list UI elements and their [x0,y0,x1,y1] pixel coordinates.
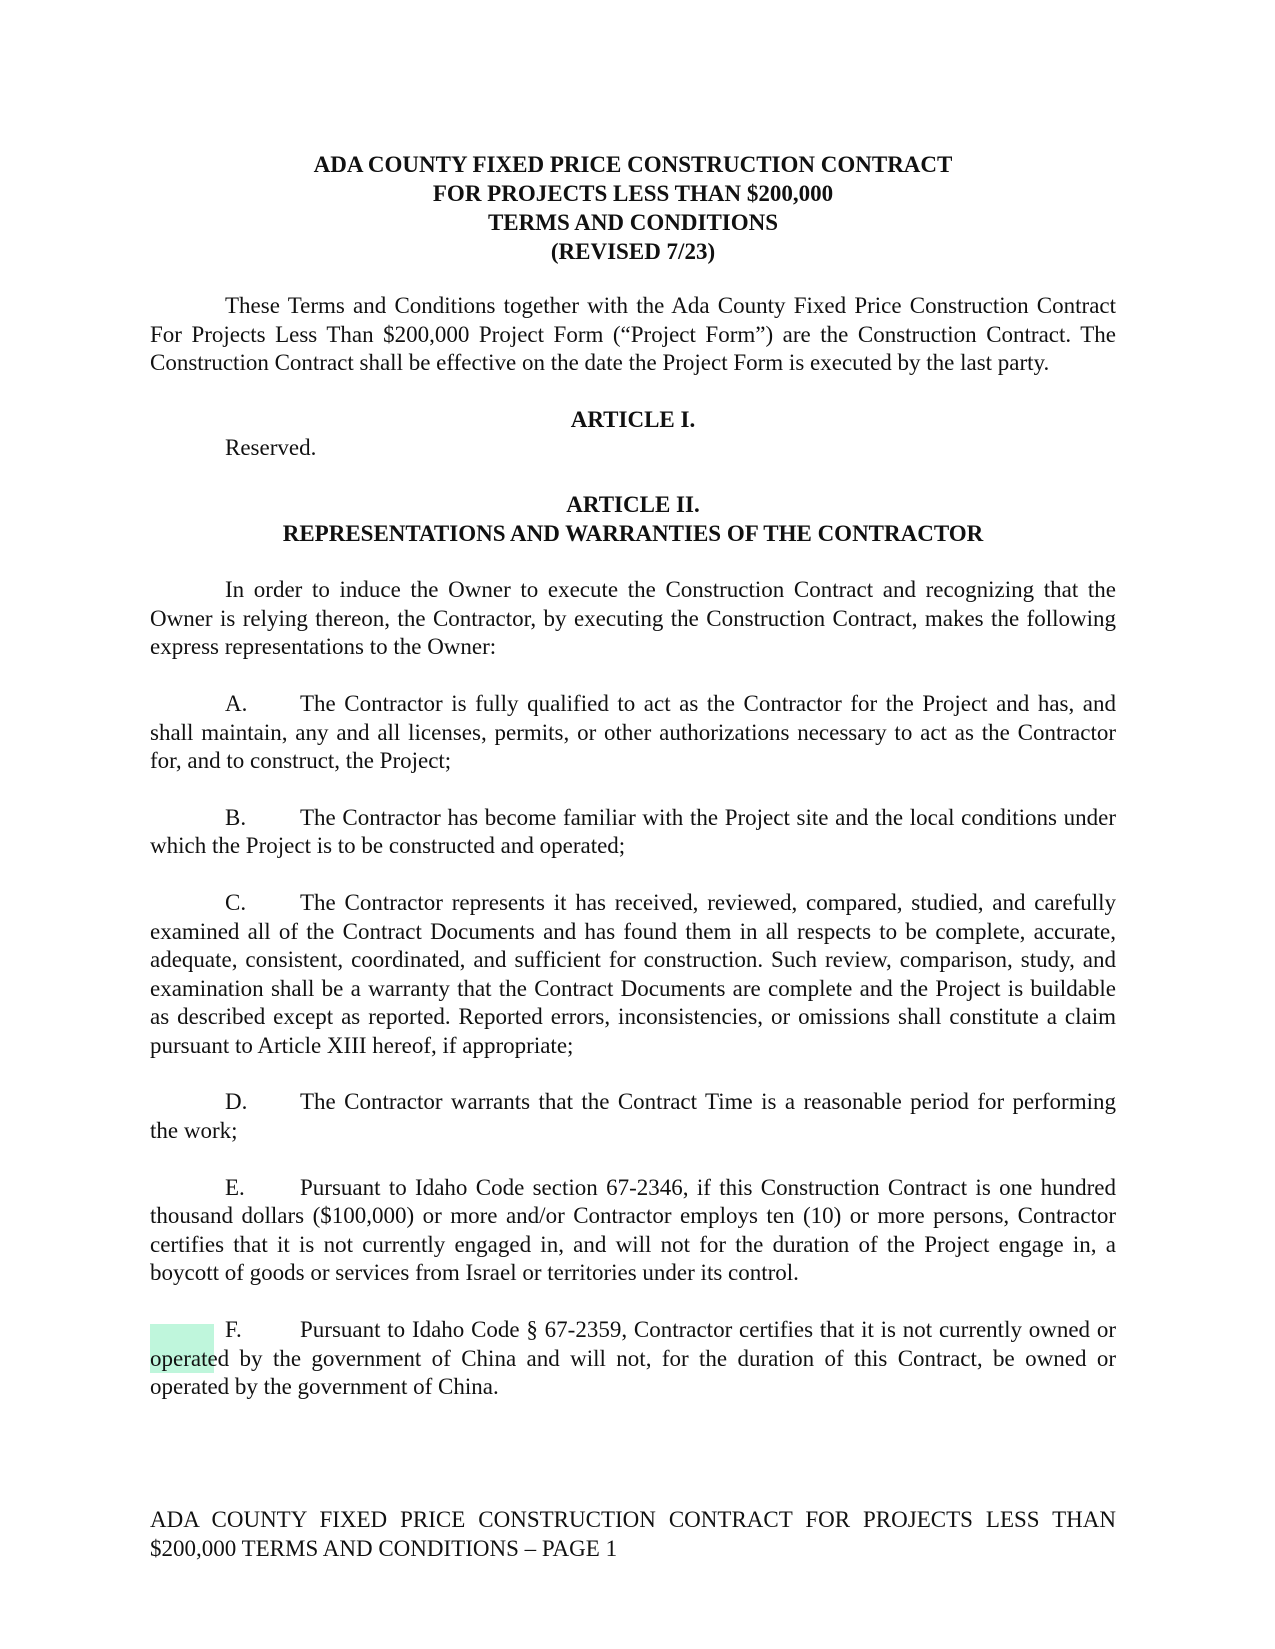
page-footer: ADA COUNTY FIXED PRICE CONSTRUCTION CONTRACT FOR PROJECTS LESS THAN $200,000 TERMS AND CONDITIONS – PAGE 1 [150,1507,1116,1561]
title-line-2: FOR PROJECTS LESS THAN $200,000 [432,181,834,206]
title-line-1: ADA COUNTY FIXED PRICE CONSTRUCTION CONTRACT [313,152,953,177]
item-letter: D. [225,1089,248,1115]
article-2-subheading: REPRESENTATIONS AND WARRANTIES OF THE CONTRACTOR [282,520,984,546]
representation-item-c [150,889,1116,1061]
item-letter: B. [225,804,247,830]
document-page [150,150,1116,1430]
item-letter: C. [225,889,247,915]
representation-item-a [150,690,1116,776]
title-line-3: TERMS AND CONDITIONS [487,210,779,235]
representation-item-d [150,1088,1116,1145]
item-letter: A. [225,690,248,716]
title-line-4: (REVISED 7/23) [550,239,716,264]
article-2-intro: In order to induce the Owner to execute the Construction Contract and recognizing that the Owner is relying thereon, the Contractor, by executing the Construction Contract, makes the following express representations to the Owner: [150,577,1116,660]
item-letter: E. [225,1174,245,1200]
document-title [150,150,1116,266]
article-1-body: Reserved. [225,435,317,461]
representation-item-e [150,1174,1116,1288]
item-text: The Contractor represents it has received, reviewed, compared, studied, and carefully examined all of the Contract Documents and has found them in all respects to be complete, accurate, adequate, consistent, coordinated, and sufficient for construction. Such review, comparison, study, and examination shall be a warranty that the Contract Documents are complete and the Project is buildable as described except as reported. Reported errors, inconsistencies, or omissions shall constitute a claim pursuant to Article XIII hereof, if appropriate; [150,889,1116,1058]
article-1-heading: ARTICLE I. [570,406,696,432]
representation-item-b [150,804,1116,861]
item-text: Pursuant to Idaho Code section 67-2346, if this Construction Contract is one hundred thousand dollars ($100,000) or more and/or Contractor employs ten (10) or more persons, Contractor certifies that it is not currently engaged in, and will not for the duration of the Project engage in, a boycott of goods or services from Israel or territories under its control. [150,1174,1116,1286]
item-letter: F. [225,1317,242,1343]
item-text: The Contractor has become familiar with the Project site and the local conditions under which the Project is to be constructed and operated; [150,804,1116,859]
item-text: The Contractor is fully qualified to act as the Contractor for the Project and has, and shall maintain, any and all licenses, permits, or other authorizations necessary to act as the Contractor for, and to construct, the Project; [150,690,1116,774]
item-text: Pursuant to Idaho Code § 67-2359, Contractor certifies that it is not currently owned or operated by the government of China and will not, for the duration of this Contract, be owned or operated by the government of China. [150,1317,1116,1400]
representation-item-f [150,1316,1116,1402]
intro-paragraph: These Terms and Conditions together with the Ada County Fixed Price Construction Contract For Projects Less Than $200,000 Project Form (“Project Form”) are the Construction Contract. The Construction Contract shall be effective on the date the Project Form is executed by the last party. [150,293,1116,376]
article-2-heading: ARTICLE II. [566,491,700,517]
item-text: The Contractor warrants that the Contract Time is a reasonable period for performing the work; [150,1089,1116,1144]
